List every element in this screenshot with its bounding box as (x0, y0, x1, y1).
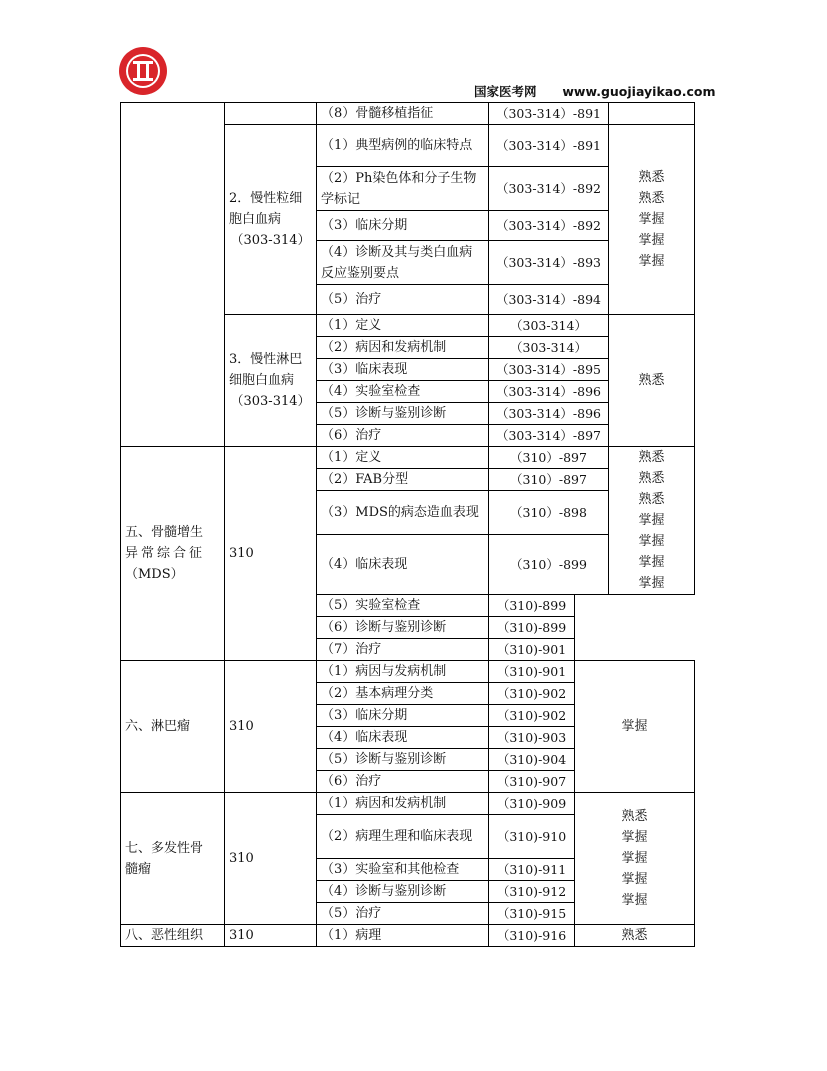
item-label: （1）病因与发病机制 (317, 661, 489, 683)
syllabus-table (120, 102, 695, 947)
section-code: 310 (225, 447, 317, 661)
item-ref: （303-314）-896 (489, 403, 609, 425)
item-label: （3）实验室和其他检查 (317, 859, 489, 881)
subsection-cll: 3．慢性淋巴 细胞白血病 （303-314） (225, 315, 317, 447)
site-name: 国家医考网 (474, 84, 537, 99)
item-label: （3）临床分期 (317, 705, 489, 727)
item-ref: （303-314） (489, 315, 609, 337)
section-histio: 八、恶性组织 (121, 925, 225, 947)
item-ref: （310）-899 (489, 535, 609, 595)
table-row (121, 793, 695, 815)
item-ref: （310)-899 (489, 595, 575, 617)
item-label: （1）病因和发病机制 (317, 793, 489, 815)
section-lymphoma: 六、淋巴瘤 (121, 661, 225, 793)
item-label: （4）实验室检查 (317, 381, 489, 403)
item-ref: （310)-915 (489, 903, 575, 925)
table-row (121, 925, 695, 947)
item-label: （2）FAB分型 (317, 469, 489, 491)
item-label: （2）基本病理分类 (317, 683, 489, 705)
item-ref: （310)-911 (489, 859, 575, 881)
item-ref: （310)-909 (489, 793, 575, 815)
item-label: （6）诊断与鉴别诊断 (317, 617, 489, 639)
page-header (474, 82, 716, 100)
item-label: （5）治疗 (317, 285, 489, 315)
item-ref: （310)-902 (489, 683, 575, 705)
item-ref: （303-314）-894 (489, 285, 609, 315)
item-label: （4）诊断及其与类白血病反应鉴别要点 (317, 241, 489, 285)
item-label: （2）病理生理和临床表现 (317, 815, 489, 859)
blank-cell (575, 595, 695, 661)
level-cell: 熟悉 熟悉 掌握 掌握 掌握 (609, 125, 695, 315)
item-ref: （310)-916 (489, 925, 575, 947)
logo (118, 46, 168, 96)
item-ref: （310)-910 (489, 815, 575, 859)
section-mds: 五、骨髓增生 异常综合征 （MDS） (121, 447, 225, 661)
item-ref: （303-314）-893 (489, 241, 609, 285)
item-ref: （310）-897 (489, 447, 609, 469)
item-label: （1）定义 (317, 447, 489, 469)
item-label: （5）诊断与鉴别诊断 (317, 749, 489, 771)
item-ref: （310)-912 (489, 881, 575, 903)
item-ref: （310）-897 (489, 469, 609, 491)
item-ref: （310)-902 (489, 705, 575, 727)
section-code: 310 (225, 793, 317, 925)
item-ref: （310)-901 (489, 639, 575, 661)
section-code: 310 (225, 661, 317, 793)
section-code: 310 (225, 925, 317, 947)
item-label: （7）治疗 (317, 639, 489, 661)
item-label: （1）典型病例的临床特点 (317, 125, 489, 167)
section-cell-continued (121, 103, 225, 447)
subsection-cell-empty (225, 103, 317, 125)
item-label: （4）临床表现 (317, 727, 489, 749)
item-ref: （310)-901 (489, 661, 575, 683)
table-row (121, 447, 695, 469)
level-cell: 熟悉 (609, 315, 695, 447)
item-label: （4）临床表现 (317, 535, 489, 595)
item-label: （6）治疗 (317, 425, 489, 447)
item-ref: （310)-899 (489, 617, 575, 639)
item-ref: （303-314）-896 (489, 381, 609, 403)
item-ref: （310)-903 (489, 727, 575, 749)
item-label: （3）MDS的病态造血表现 (317, 491, 489, 535)
item-label: （2）病因和发病机制 (317, 337, 489, 359)
item-label: （1）病理 (317, 925, 489, 947)
item-ref: （303-314）-897 (489, 425, 609, 447)
item-ref: （310）-898 (489, 491, 609, 535)
item-ref: （303-314）-892 (489, 211, 609, 241)
item-label: （8）骨髓移植指征 (317, 103, 489, 125)
level-cell: 掌握 (575, 661, 695, 793)
item-ref: （310)-904 (489, 749, 575, 771)
item-label: （5）实验室检查 (317, 595, 489, 617)
table-row (121, 661, 695, 683)
item-label: （5）诊断与鉴别诊断 (317, 403, 489, 425)
item-ref: （303-314）-895 (489, 359, 609, 381)
item-label: （2）Ph染色体和分子生物学标记 (317, 167, 489, 211)
item-label: （3）临床分期 (317, 211, 489, 241)
level-cell: 熟悉 掌握 掌握 掌握 掌握 (575, 793, 695, 925)
section-myeloma: 七、多发性骨 髓瘤 (121, 793, 225, 925)
site-url: www.guojiayikao.com (562, 84, 716, 99)
item-label: （6）治疗 (317, 771, 489, 793)
item-label: （4）诊断与鉴别诊断 (317, 881, 489, 903)
table-row (121, 103, 695, 125)
item-ref: （303-314） (489, 337, 609, 359)
subsection-cml: 2．慢性粒细 胞白血病 （303-314） (225, 125, 317, 315)
item-label: （3）临床表现 (317, 359, 489, 381)
item-ref: （303-314）-891 (489, 125, 609, 167)
item-ref: （303-314）-892 (489, 167, 609, 211)
level-cell: 熟悉 (575, 925, 695, 947)
item-ref: （310)-907 (489, 771, 575, 793)
item-label: （1）定义 (317, 315, 489, 337)
level-cell: 熟悉 熟悉 熟悉 掌握 掌握 掌握 掌握 (609, 447, 695, 595)
item-label: （5）治疗 (317, 903, 489, 925)
level-cell-empty (609, 103, 695, 125)
item-ref: （303-314）-891 (489, 103, 609, 125)
